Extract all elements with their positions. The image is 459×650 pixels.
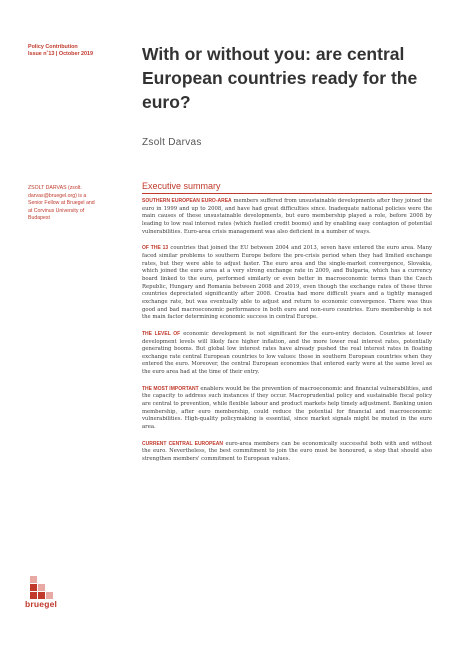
author-bio: [28, 185, 136, 223]
paragraph-text: countries that joined the EU between 2004 and 2013, seven have entered the euro area. Many faced similar problems to southern Europe before the pre-crisis period when they had limited exchange rates, but they were able to adjust faster. The euro area and the single-market convergence, Slovakia, which joined the euro area at a very strong exchange rate in 2009, and Bulgaria, which has a currency board linked to the euro, performed similarly or even better in macroeconomic terms than the Czech Republic, Hungary and Romania between 2008 and 2019, even though the exchange rates of these three countries depreciated significantly after 2008. Croatia had more difficult years and a tightly managed exchange rate, but was eventually able to adjust and return to economic convergence. There was thus good and bad macroeconomic performance in both euro and non-euro countries. Euro membership is not the main factor determining economic success in central Europe.: [142, 245, 432, 321]
bruegel-logo-text: bruegel: [25, 599, 58, 609]
paragraph-lead: SOUTHERN EUROPEAN EURO-AREA: [142, 198, 232, 204]
document-title: With or without you: are central European countries ready for the euro?: [142, 44, 418, 112]
paragraph-text: members suffered from unsustainable developments after they joined the euro in 1999 and up to 2008, and have had great difficulties since. Inadequate national policies were the main causes of these unsustainable developments, but euro membership played a role, before 2008 by leading to low real interest rates (which fuelled credit booms) and by enabling easy contagion of potential vulnerabilities. Euro-area crisis management was also deficient in a number of ways.: [142, 198, 433, 235]
paragraph-text: economic development is not significant for the euro-entry decision. Countries at lower development levels will likely face higher inflation, and the more lower real interest rates, potentially generating booms. But global low interest rates have already pushed the real interest rates in floating exchange rate central European countries to low values: those in southern European countries when they entered the euro. Moreover, the central European economies that entered early were at the same level as the euro area had at the time of their entry.: [142, 330, 433, 376]
paragraph-lead: OF THE 13: [142, 245, 169, 252]
summary-paragraph: [142, 441, 432, 464]
author-bio-line: darvas@bruegel.org) is a: [28, 192, 87, 199]
summary-paragraph: [142, 386, 432, 432]
author-bio-line: at Corvinus University of: [28, 207, 85, 214]
paragraph-lead: THE MOST IMPORTANT: [142, 385, 199, 392]
paragraph-text: euro-area members can be economically successful both with and without the euro. Nevertheless, the best commitment to join the euro must be honoured, a step that should also strengthen members' commitment to European values.: [142, 440, 432, 463]
series-name: Policy Contribution: [28, 44, 78, 50]
issue-info: Issue n˚13 | October 2019: [28, 51, 94, 57]
summary-paragraph: [142, 198, 432, 236]
heading-divider: [142, 193, 432, 194]
author-bio-line: Senior Fellow at Bruegel and: [28, 200, 95, 207]
summary-paragraph: [142, 245, 432, 322]
paragraph-text: enablers would be the prevention of macroeconomic and financial vulnerabilities, and the capacity to address such instances if they occur. Macroprudential policy and sustainable fiscal policy are central to prevention, while flexible labour and product markets help timely adjustment. Banking union membership, after euro membership, could reduce the potential for financial and macroeconomic vulnerabilities. High-quality policymaking is essential, since market signals might be muted in the euro area.: [142, 385, 433, 431]
executive-summary-body: [142, 198, 432, 473]
author-name: Zsolt Darvas: [142, 137, 202, 148]
series-info: [28, 44, 138, 58]
paragraph-lead: CURRENT CENTRAL EUROPEAN: [142, 440, 223, 447]
author-bio-line: ZSOLT DARVAS (zsolt.: [28, 185, 82, 191]
author-bio-line: Budapest: [28, 215, 50, 222]
executive-summary-heading: Executive summary: [142, 181, 221, 191]
bruegel-logo-icon: [26, 576, 60, 600]
summary-paragraph: [142, 331, 432, 377]
paragraph-lead: THE LEVEL OF: [142, 330, 181, 337]
